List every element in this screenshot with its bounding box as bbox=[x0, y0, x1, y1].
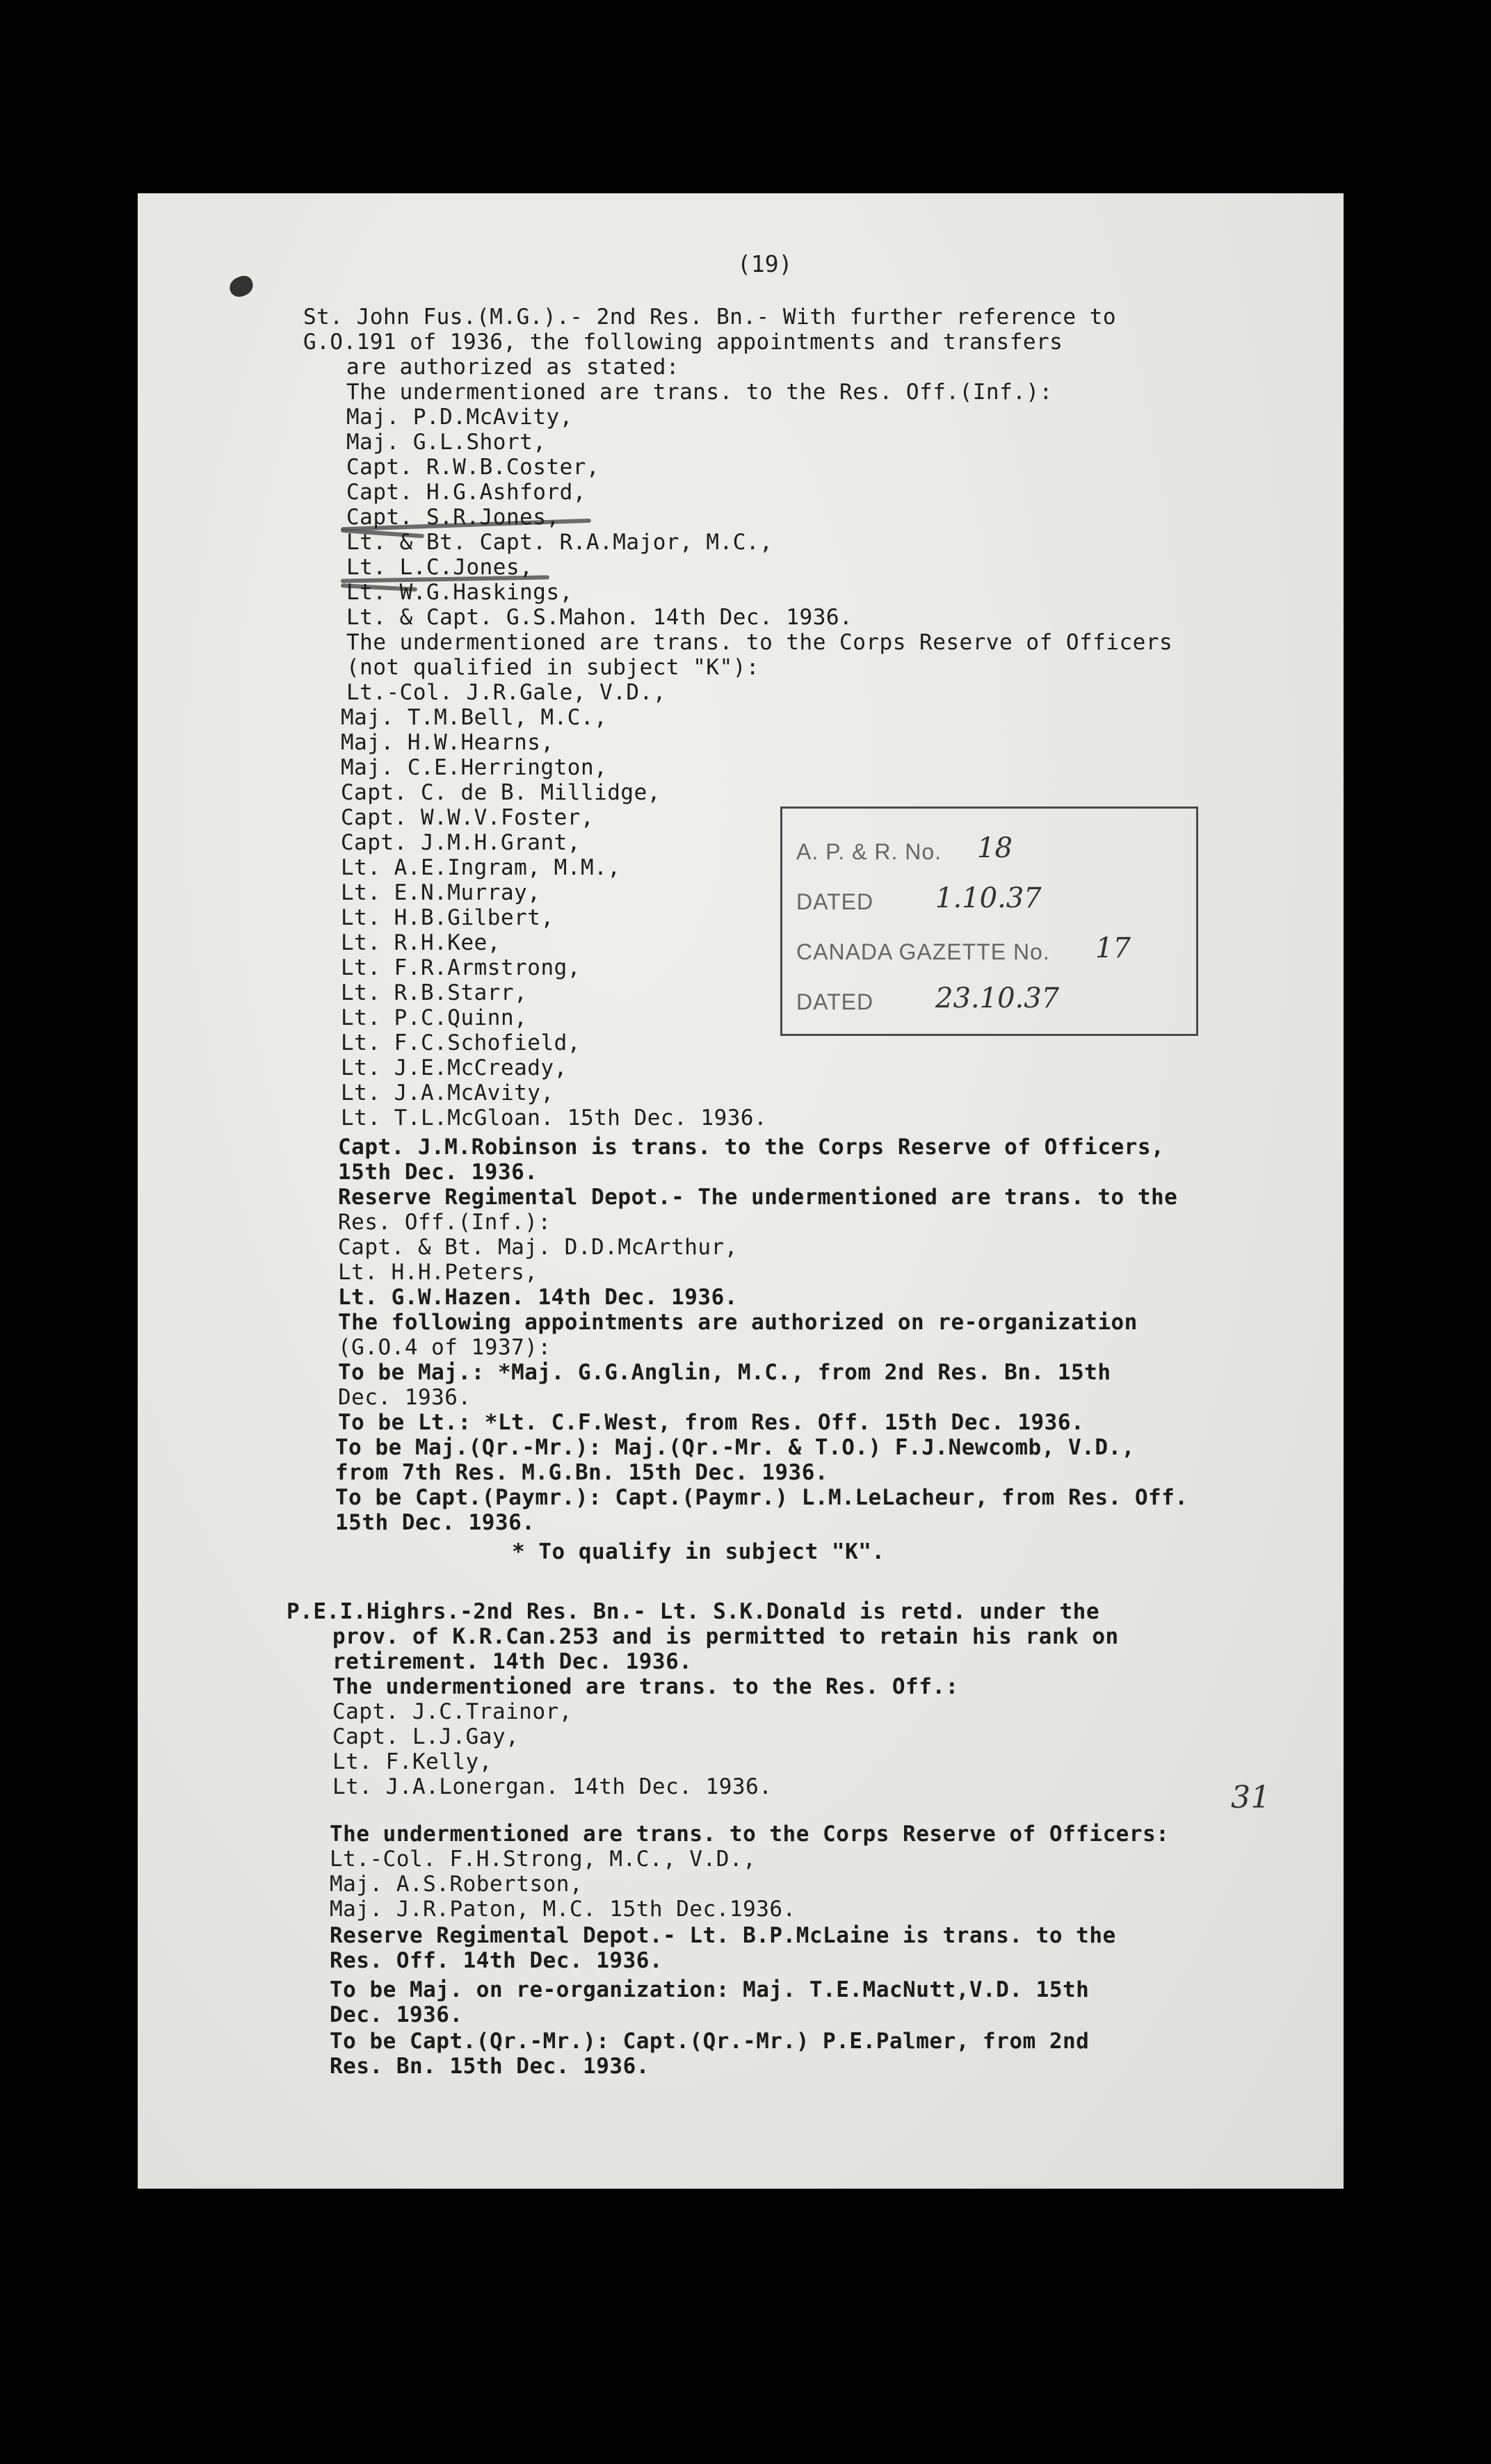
text-line: are authorized as stated: bbox=[346, 355, 680, 380]
stamp-value: 17 bbox=[1095, 932, 1131, 964]
stamp-value: 18 bbox=[977, 832, 1013, 864]
text-line: To be Maj.: *Maj. G.G.Anglin, M.C., from 2nd Res. Bn. 15th bbox=[338, 1360, 1111, 1385]
text-line: Lt. J.A.Lonergan. 14th Dec. 1936. bbox=[332, 1774, 773, 1799]
text-line: Lt. R.B.Starr, bbox=[341, 980, 528, 1005]
text-line: Reserve Regimental Depot.- The undermentioned are trans. to the bbox=[338, 1185, 1178, 1210]
text-line: Dec. 1936. bbox=[330, 2002, 463, 2027]
text-line: Lt. G.W.Hazen. 14th Dec. 1936. bbox=[338, 1285, 738, 1310]
margin-note: 31 bbox=[1231, 1780, 1271, 1815]
text-line: Capt. S.R.Jones, bbox=[346, 505, 560, 530]
stamp-label: DATED bbox=[796, 889, 874, 914]
text-line: Res. Off.(Inf.): bbox=[338, 1210, 551, 1235]
text-line: Lt. H.H.Peters, bbox=[338, 1260, 538, 1285]
text-line: Lt. & Bt. Capt. R.A.Major, M.C., bbox=[346, 530, 773, 555]
text-line: 15th Dec. 1936. bbox=[338, 1160, 538, 1185]
stamp-label: DATED bbox=[796, 989, 874, 1014]
text-line: Maj. H.W.Hearns, bbox=[341, 730, 554, 755]
text-line: Res. Off. 14th Dec. 1936. bbox=[330, 1948, 663, 1973]
text-line: Maj. P.D.McAvity, bbox=[346, 405, 573, 430]
text-line: 15th Dec. 1936. bbox=[335, 1510, 535, 1535]
text-line: Lt.-Col. F.H.Strong, M.C., V.D., bbox=[330, 1847, 757, 1872]
text-line: The undermentioned are trans. to the Res. Off.: bbox=[332, 1674, 959, 1699]
text-line: Lt. A.E.Ingram, M.M., bbox=[341, 855, 621, 880]
text-line: (not qualified in subject "K"): bbox=[346, 655, 760, 680]
text-line: Maj. G.L.Short, bbox=[346, 430, 547, 455]
text-line: Capt. L.J.Gay, bbox=[332, 1724, 519, 1749]
text-line: Lt. F.C.Schofield, bbox=[341, 1030, 581, 1055]
text-line: Lt. F.Kelly, bbox=[332, 1749, 492, 1774]
text-line: To be Capt.(Qr.-Mr.): Capt.(Qr.-Mr.) P.E.Palmer, from 2nd bbox=[330, 2029, 1090, 2054]
text-line: To be Maj. on re-organization: Maj. T.E.MacNutt,V.D. 15th bbox=[330, 1977, 1090, 2002]
text-line: Maj. J.R.Paton, M.C. 15th Dec.1936. bbox=[330, 1897, 796, 1922]
text-line: Dec. 1936. bbox=[338, 1385, 472, 1410]
text-line: Lt.-Col. J.R.Gale, V.D., bbox=[346, 680, 666, 705]
text-line: Res. Bn. 15th Dec. 1936. bbox=[330, 2054, 650, 2079]
text-line: Capt. J.M.Robinson is trans. to the Corps Reserve of Officers, bbox=[338, 1135, 1165, 1160]
stamp-value: 1.10.37 bbox=[935, 882, 1042, 914]
text-line: Lt. F.R.Armstrong, bbox=[341, 955, 581, 980]
text-line: Capt. & Bt. Maj. D.D.McArthur, bbox=[338, 1235, 738, 1260]
text-line: Lt. L.C.Jones, bbox=[346, 555, 533, 580]
text-line: Maj. C.E.Herrington, bbox=[341, 755, 608, 780]
text-line: Capt. R.W.B.Coster, bbox=[346, 455, 600, 480]
text-line: G.O.191 of 1936, the following appointments and transfers bbox=[303, 330, 1063, 355]
text-line: To be Capt.(Paymr.): Capt.(Paymr.) L.M.LeLacheur, from Res. Off. bbox=[335, 1485, 1188, 1510]
text-line: Lt. R.H.Kee, bbox=[341, 930, 501, 955]
text-line: (G.O.4 of 1937): bbox=[338, 1335, 551, 1360]
text-line: Maj. T.M.Bell, M.C., bbox=[341, 705, 608, 730]
text-line: To be Lt.: *Lt. C.F.West, from Res. Off. 15th Dec. 1936. bbox=[338, 1410, 1085, 1435]
text-line: Lt. E.N.Murray, bbox=[341, 880, 541, 905]
text-line: Lt. & Capt. G.S.Mahon. 14th Dec. 1936. bbox=[346, 605, 853, 630]
approval-stamp bbox=[780, 807, 1198, 1036]
text-line: retirement. 14th Dec. 1936. bbox=[332, 1649, 693, 1674]
text-line: Lt. J.A.McAvity, bbox=[341, 1080, 554, 1105]
text-line: Capt. J.C.Trainor, bbox=[332, 1699, 572, 1724]
footnote: * To qualify in subject "K". bbox=[512, 1539, 885, 1564]
text-line: The following appointments are authorized on re-organization bbox=[338, 1310, 1138, 1335]
text-line: Lt. W.G.Haskings, bbox=[346, 580, 573, 605]
text-line: prov. of K.R.Can.253 and is permitted to retain his rank on bbox=[332, 1624, 1119, 1649]
stamp-value: 23.10.37 bbox=[935, 982, 1060, 1014]
text-line: Lt. J.E.McCready, bbox=[341, 1055, 567, 1080]
text-line: Lt. T.L.McGloan. 15th Dec. 1936. bbox=[341, 1105, 768, 1130]
text-line: Maj. A.S.Robertson, bbox=[330, 1872, 583, 1897]
text-line: Capt. W.W.V.Foster, bbox=[341, 805, 595, 830]
text-line: To be Maj.(Qr.-Mr.): Maj.(Qr.-Mr. & T.O.) F.J.Newcomb, V.D., bbox=[335, 1435, 1135, 1460]
text-line: St. John Fus.(M.G.).- 2nd Res. Bn.- With further reference to bbox=[303, 305, 1116, 330]
text-line: The undermentioned are trans. to the Corps Reserve of Officers: bbox=[330, 1822, 1170, 1847]
text-line: P.E.I.Highrs.-2nd Res. Bn.- Lt. S.K.Donald is retd. under the bbox=[287, 1599, 1099, 1624]
stamp-label: CANADA GAZETTE No. bbox=[796, 939, 1050, 964]
text-line: The undermentioned are trans. to the Res. Off.(Inf.): bbox=[346, 380, 1053, 405]
stamp-label: A. P. & R. No. bbox=[796, 839, 942, 864]
text-line: Capt. J.M.H.Grant, bbox=[341, 830, 581, 855]
text-line: Lt. P.C.Quinn, bbox=[341, 1005, 528, 1030]
text-line: Capt. H.G.Ashford, bbox=[346, 480, 586, 505]
text-line: Lt. H.B.Gilbert, bbox=[341, 905, 554, 930]
text-line: Capt. C. de B. Millidge, bbox=[341, 780, 661, 805]
page-number: (19) bbox=[737, 250, 793, 277]
text-line: The undermentioned are trans. to the Corps Reserve of Officers bbox=[346, 630, 1173, 655]
text-line: from 7th Res. M.G.Bn. 15th Dec. 1936. bbox=[335, 1460, 829, 1485]
text-line: Reserve Regimental Depot.- Lt. B.P.McLaine is trans. to the bbox=[330, 1923, 1116, 1948]
